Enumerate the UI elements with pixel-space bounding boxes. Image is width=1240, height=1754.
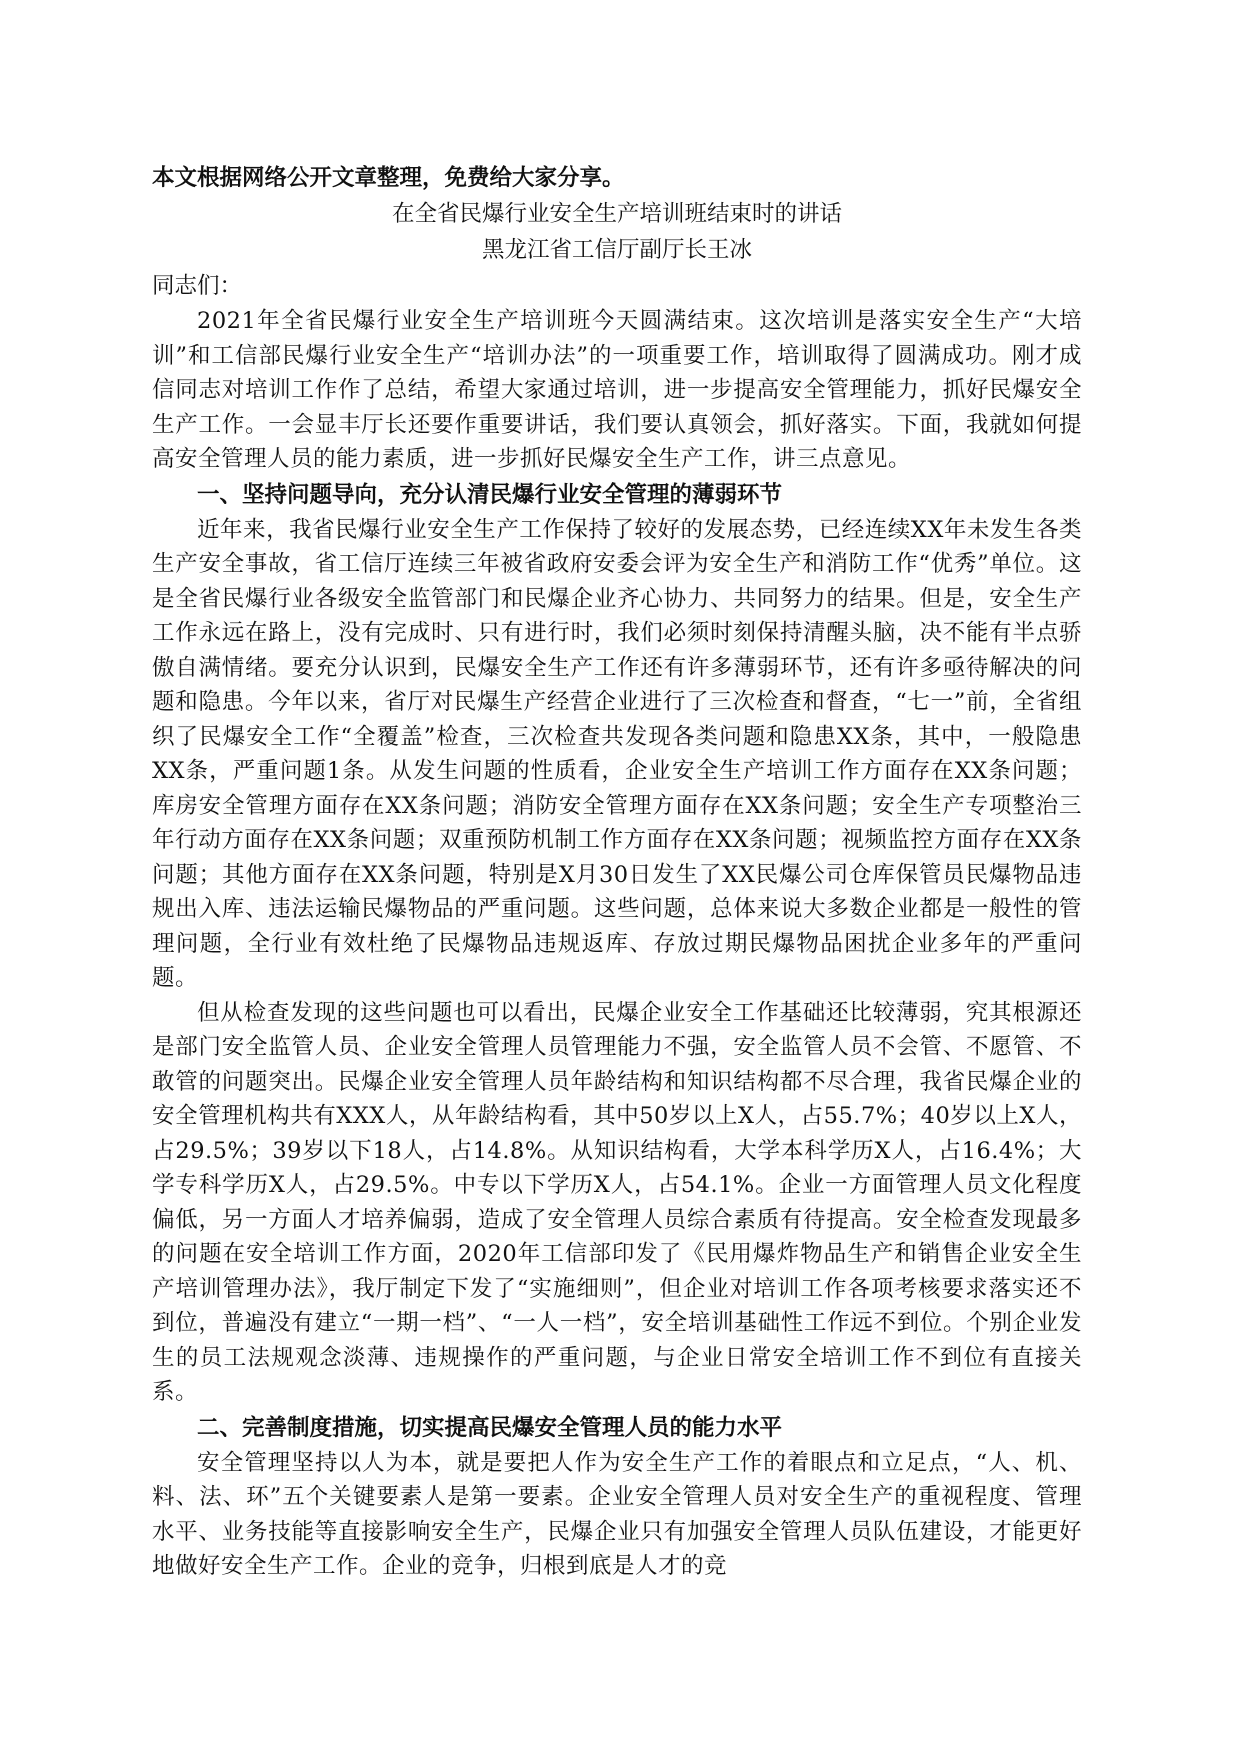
section-heading-2: 二、完善制度措施，切实提高民爆安全管理人员的能力水平: [197, 1414, 783, 1441]
speech-author: 黑龙江省工信厅副厅长王冰: [481, 237, 752, 263]
paragraph-section1-b: 但从检查发现的这些问题也可以看出，民爆企业安全工作基础还比较薄弱，究其根源还是部门安全监管人员、企业安全管理人员管理能力不强，安全监管人员不会管、不愿管、不敢管的问题突出。民爆企业安全管理人员年龄结构和知识结构都不尽合理，我省民爆企业的安全管理机构共有XXX人，从年龄结构看，其中50岁以上X人，占55.7%；40岁以上X人，占29.5%；39岁以下18人，占14.8%。从知识结构看，大学本科学历X人，占16.4%；大学专科学历X人，占29.5%。中专以下学历X人，占54.1%。企业一方面管理人员文化程度偏低，另一方面人才培养偏弱，造成了安全管理人员综合素质有待提高。安全检查发现最多的问题在安全培训工作方面，2020年工信部印发了《民用爆炸物品生产和销售企业安全生产培训管理办法》，我厅制定下发了“实施细则”，但企业对培训工作各项考核要求落实还不到位，普遍没有建立“一期一档”、“一人一档”，安全培训基础性工作远不到位。个别企业发生的员工法规观念淡薄、违规操作的严重问题，与企业日常安全培训工作不到位有直接关系。: [152, 999, 1082, 1405]
document-page: [152, 160, 1082, 1584]
speech-title: 在全省民爆行业安全生产培训班结束时的讲话: [391, 201, 842, 227]
paragraph-section1-a: 近年来，我省民爆行业安全生产工作保持了较好的发展态势，已经连续XX年未发生各类生产安全事故，省工信厅连续三年被省政府安委会评为安全生产和消防工作“优秀”单位。这是全省民爆行业各级安全监管部门和民爆企业齐心协力、共同努力的结果。但是，安全生产工作永远在路上，没有完成时、只有进行时，我们必须时刻保持清醒头脑，决不能有半点骄傲自满情绪。要充分认识到，民爆安全生产工作还有许多薄弱环节，还有许多亟待解决的问题和隐患。今年以来，省厅对民爆生产经营企业进行了三次检查和督查，“七一”前，全省组织了民爆安全工作“全覆盖”检查，三次检查共发现各类问题和隐患XX条，其中，一般隐患XX条，严重问题1条。从发生问题的性质看，企业安全生产培训工作方面存在XX条问题；库房安全管理方面存在XX条问题；消防安全管理方面存在XX条问题；安全生产专项整治三年行动方面存在XX条问题；双重预防机制工作方面存在XX条问题；视频监控方面存在XX条问题；其他方面存在XX条问题，特别是X月30日发生了XX民爆公司仓库保管员民爆物品违规出入库、违法运输民爆物品的严重问题。这些问题，总体来说大多数企业都是一般性的管理问题，全行业有效杜绝了民爆物品违规返库、存放过期民爆物品困扰企业多年的严重问题。: [152, 516, 1082, 991]
share-notice: 本文根据网络公开文章整理，免费给大家分享。: [152, 165, 625, 191]
paragraph-intro: 2021年全省民爆行业安全生产培训班今天圆满结束。这次培训是落实安全生产“大培训”和工信部民爆行业安全生产“培训办法”的一项重要工作，培训取得了圆满成功。刚才成信同志对培训工作作了总结，希望大家通过培训，进一步提高安全管理能力，抓好民爆安全生产工作。一会显丰厅长还要作重要讲话，我们要认真领会，抓好落实。下面，我就如何提高安全管理人员的能力素质，进一步抓好民爆安全生产工作，讲三点意见。: [152, 308, 1082, 472]
paragraph-section2-a: 安全管理坚持以人为本，就是要把人作为安全生产工作的着眼点和立足点，“人、机、料、法、环”五个关键要素人是第一要素。企业安全管理人员对安全生产的重视程度、管理水平、业务技能等直接影响安全生产，民爆企业只有加强安全管理人员队伍建设，才能更好地做好安全生产工作。企业的竞争，归根到底是人才的竞: [152, 1449, 1082, 1579]
salutation: 同志们：: [152, 273, 243, 299]
section-heading-1: 一、坚持问题导向，充分认清民爆行业安全管理的薄弱环节: [197, 481, 783, 508]
